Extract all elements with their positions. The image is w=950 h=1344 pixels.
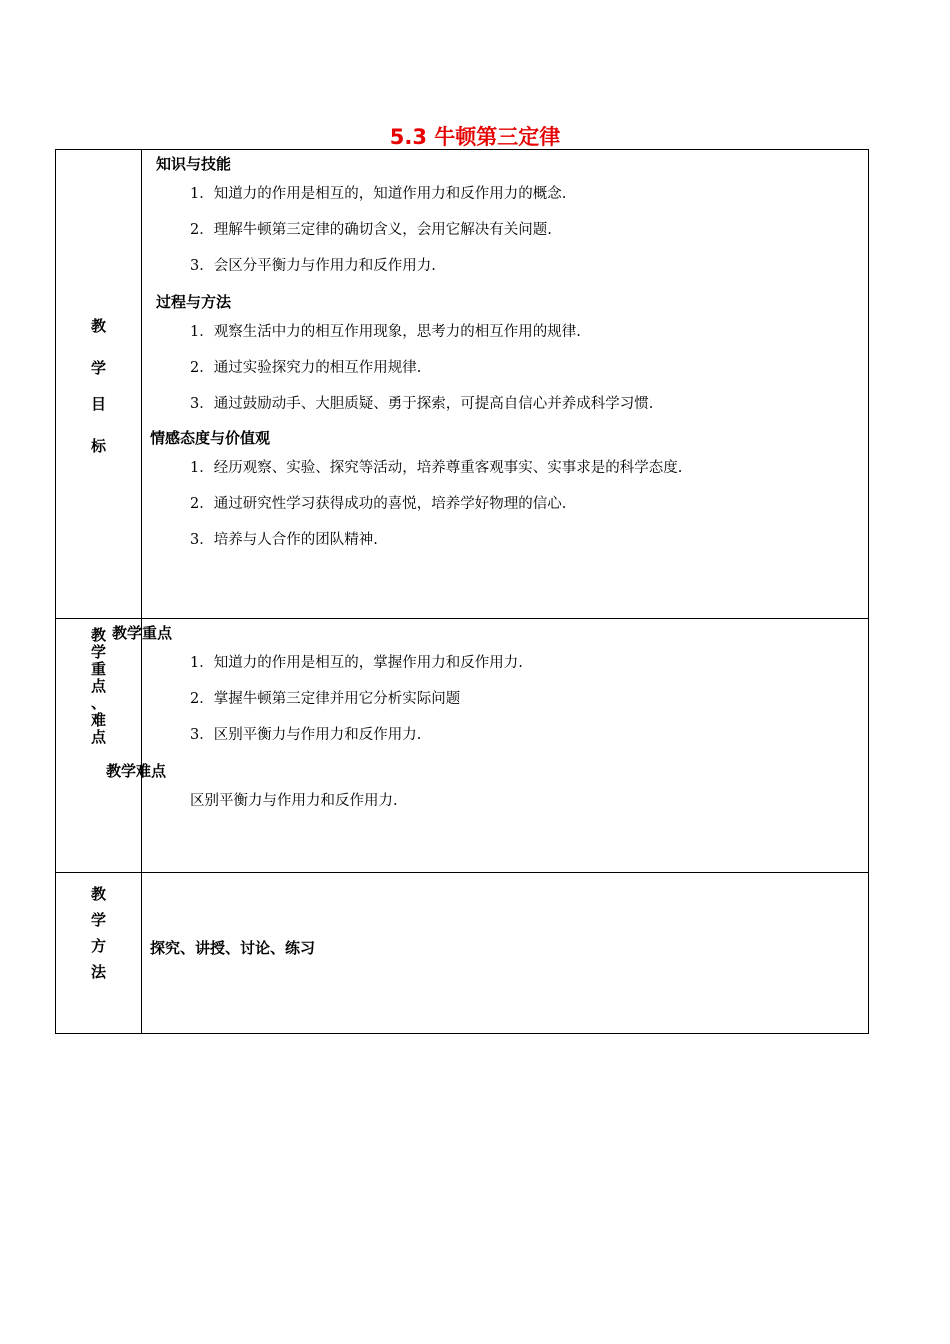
list-item: 1．知道力的作用是相互的，知道作用力和反作用力的概念.: [190, 186, 567, 202]
page-title: 5.3 牛顿第三定律: [389, 125, 561, 149]
list-item: 3．会区分平衡力与作用力和反作用力.: [190, 258, 436, 274]
label-char: 教: [90, 317, 106, 335]
methods-content-cell: [142, 873, 869, 1034]
label-char: 法: [90, 963, 106, 981]
label-char: 教: [90, 626, 106, 644]
list-item: 2．通过实验探究力的相互作用规律.: [190, 360, 422, 376]
objectives-label: [56, 316, 141, 456]
key-points-label-cell: [56, 619, 142, 873]
key-points-row: [56, 619, 869, 873]
lesson-plan-table: [55, 149, 869, 1034]
key-points-content-cell: [106, 619, 869, 873]
methods-row: [56, 873, 869, 1034]
list-item: 3．区别平衡力与作用力和反作用力.: [190, 727, 422, 743]
section-heading-values: 情感态度与价值观: [150, 429, 271, 447]
list-item: 3．培养与人合作的团队精神.: [190, 532, 378, 548]
objectives-content-cell: [142, 150, 869, 619]
section-heading-difficult-points: 教学难点: [106, 762, 167, 780]
list-item: 区别平衡力与作用力和反作用力.: [190, 793, 398, 809]
label-char: 学: [90, 911, 106, 929]
methods-label: [56, 881, 141, 985]
label-char: 学: [90, 643, 106, 661]
label-char: 难: [90, 711, 106, 729]
list-item: 1．知道力的作用是相互的，掌握作用力和反作用力.: [190, 655, 523, 671]
list-item: 2．通过研究性学习获得成功的喜悦，培养学好物理的信心.: [190, 496, 567, 512]
label-char: 点: [90, 728, 106, 746]
label-char: 、: [90, 694, 106, 712]
section-heading-knowledge: 知识与技能: [156, 155, 232, 173]
label-char: 重: [90, 660, 106, 678]
objectives-row: [56, 150, 869, 619]
list-item: 2．理解牛顿第三定律的确切含义，会用它解决有关问题.: [190, 222, 552, 238]
methods-label-cell: [56, 873, 142, 1034]
section-heading-process: 过程与方法: [156, 293, 232, 311]
label-char: 目: [90, 395, 106, 413]
label-char: 点: [90, 677, 106, 695]
label-char: 教: [90, 885, 106, 903]
list-item: 1．观察生活中力的相互作用现象，思考力的相互作用的规律.: [190, 324, 581, 340]
label-char: 学: [90, 359, 106, 377]
label-char: 方: [90, 937, 106, 955]
list-item: 3．通过鼓励动手、大胆质疑、勇于探索，可提高自信心并养成科学习惯.: [190, 396, 654, 412]
list-item: 2．掌握牛顿第三定律并用它分析实际问题: [190, 691, 461, 707]
list-item: 1．经历观察、实验、探究等活动，培养尊重客观事实、实事求是的科学态度.: [190, 460, 683, 476]
section-heading-key-points: 教学重点: [112, 624, 173, 642]
label-char: 标: [90, 437, 106, 455]
teaching-methods-text: 探究、讲授、讨论、练习: [150, 939, 316, 957]
objectives-label-cell: [56, 150, 142, 619]
